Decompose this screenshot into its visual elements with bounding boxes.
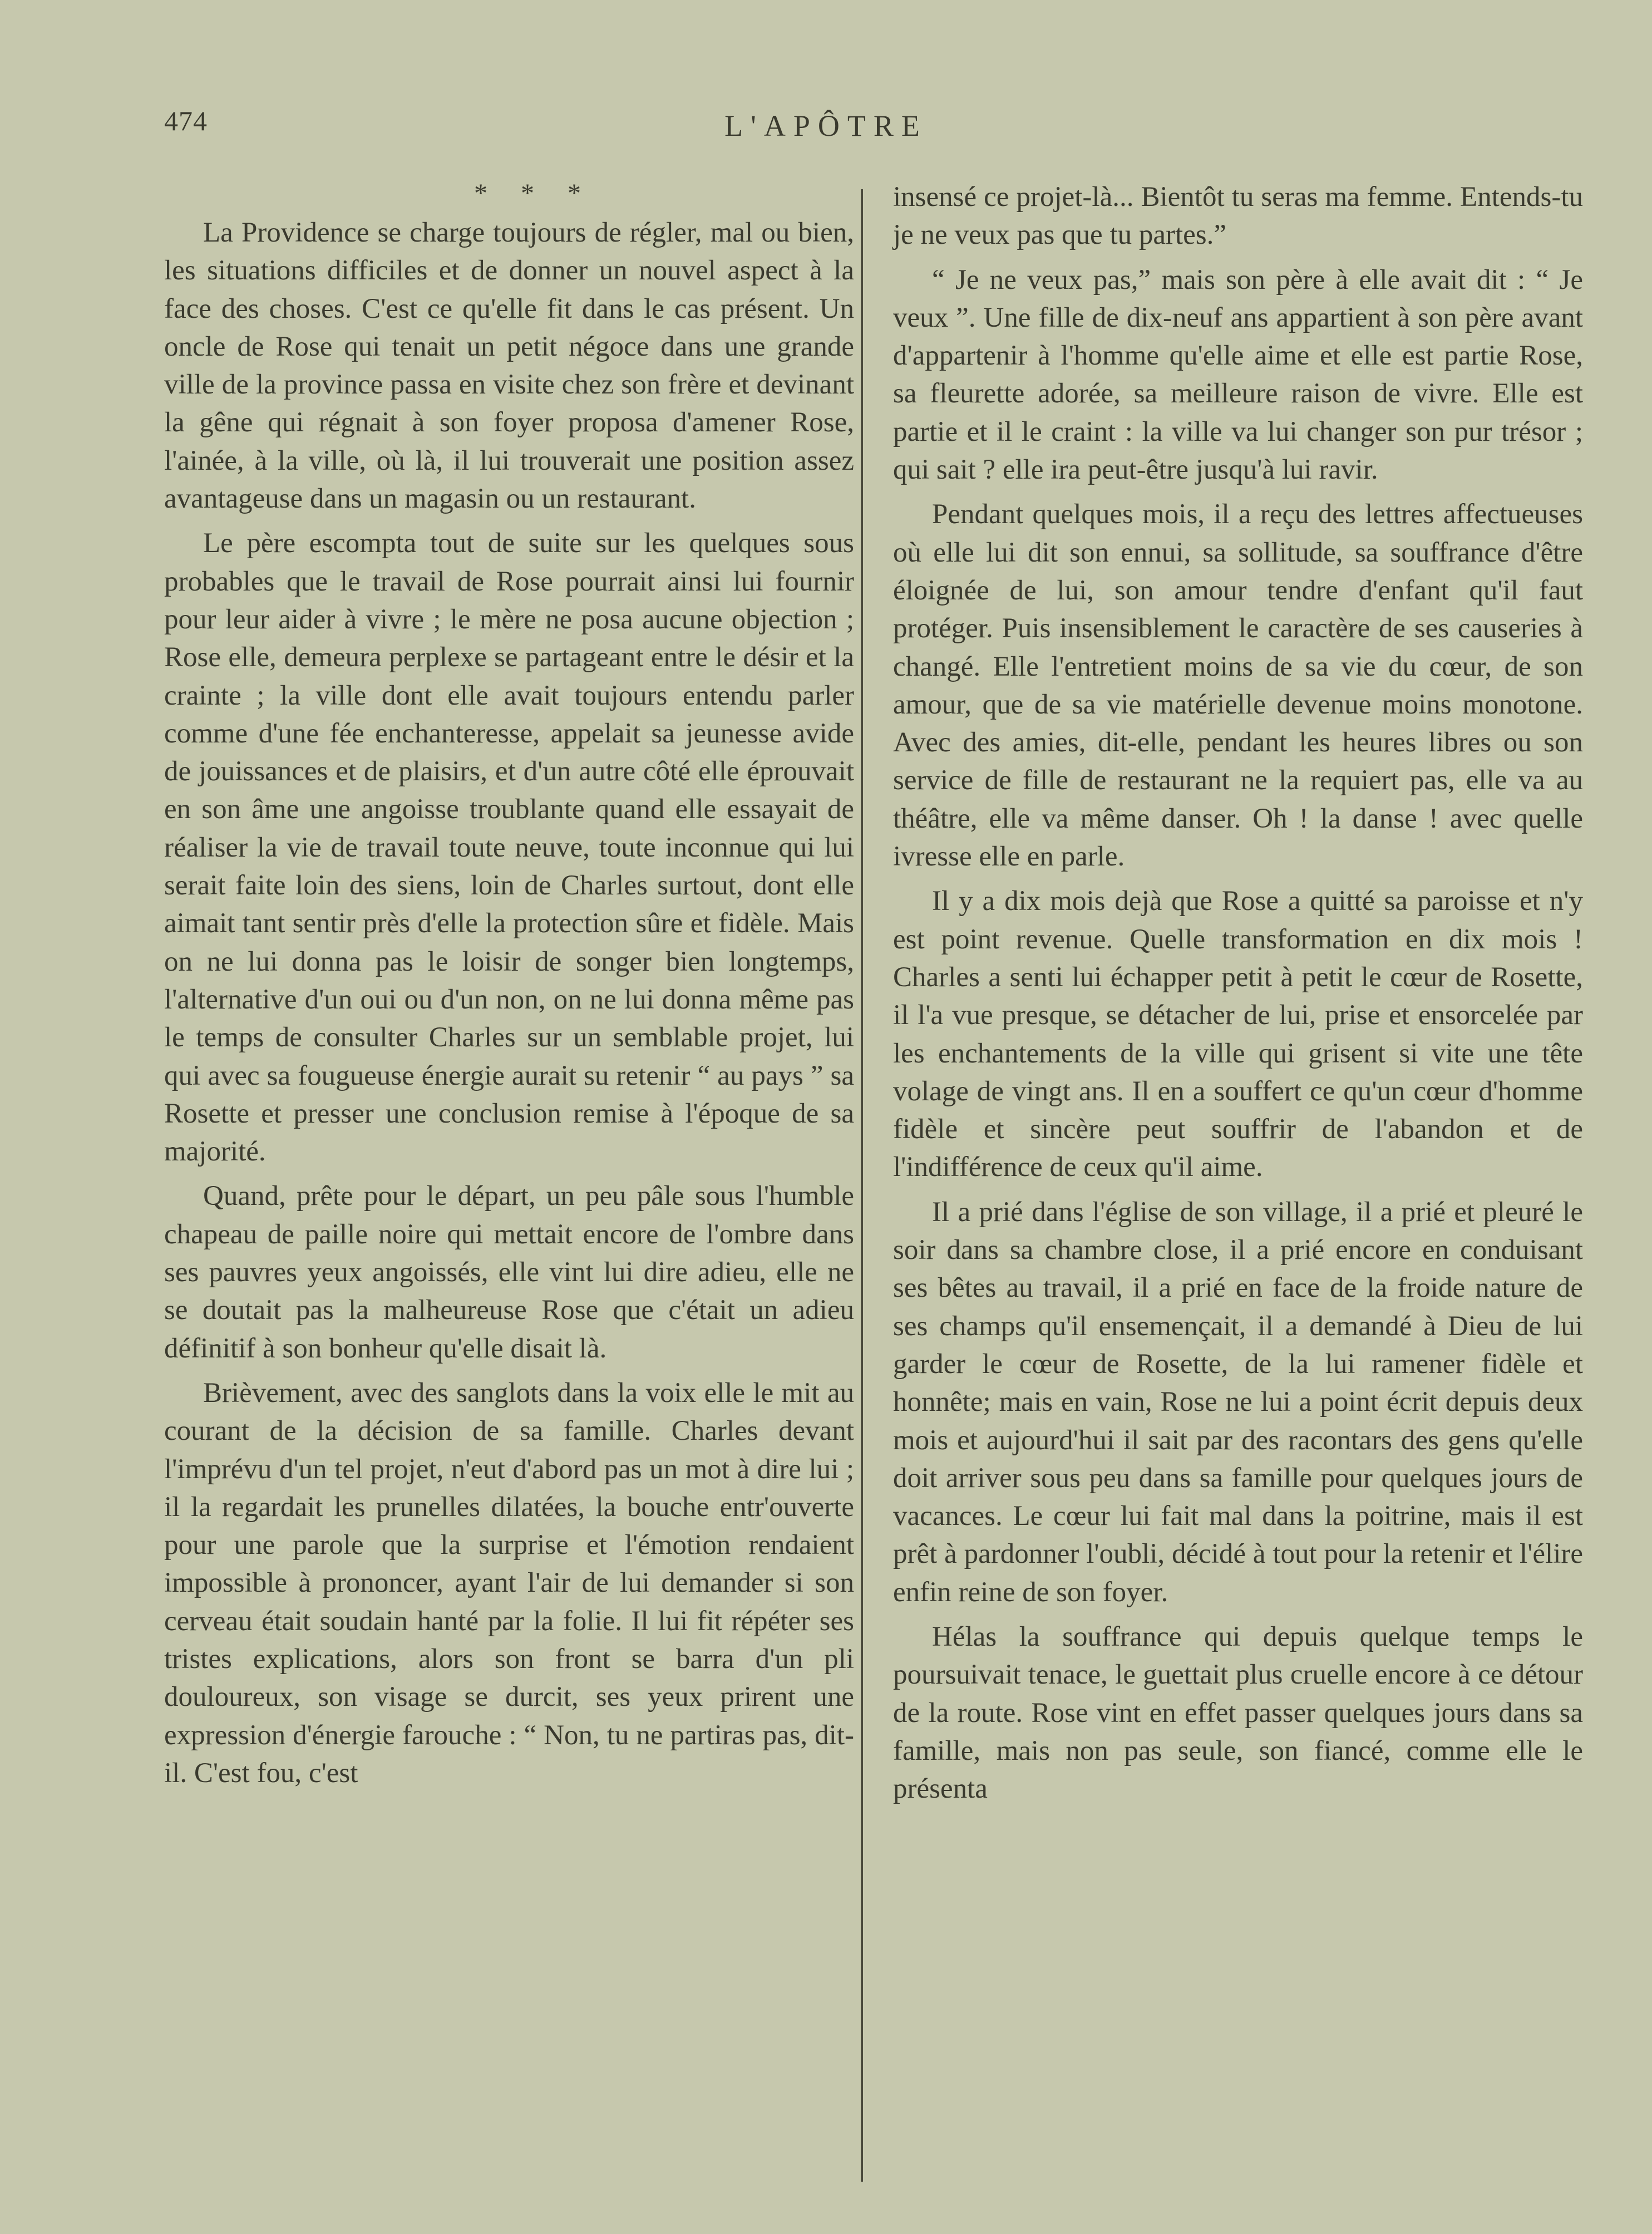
running-title: L'APÔTRE [724,109,928,142]
left-column [164,178,854,1799]
paragraph: Pendant quelques mois, il a reçu des lettres affectueuses où elle lui dit son ennui, sa sollitude, sa souffrance d'être éloignée de lui, son amour tendre d'enfant qu'il faut protéger. Puis insensiblement le caractère de ses causeries à changé. Elle l'entretient moins de sa vie du cœur, de son amour, que de sa vie matérielle devenue moins monotone. Avec des amies, dit-elle, pendant les heures libres ou son service de fille de restaurant ne la requiert pas, elle va au théâtre, elle va même danser. Oh ! la danse ! avec quelle ivresse elle en parle. [893,499,1583,873]
paragraph-continuation: insensé ce projet-là... Bientôt tu seras ma femme. Entends-tu je ne veux pas que tu partes.” [893,181,1583,251]
paragraph: Quand, prête pour le départ, un peu pâle sous l'humble chapeau de paille noire qui mettait encore de l'ombre dans ses pauvres yeux angoissés, elle vint lui dire adieu, elle ne se doutait pas la malheureuse Rose que c'était un adieu définitif à son bonheur qu'elle disait là. [164,1180,854,1364]
paragraph: Il y a dix mois dejà que Rose a quitté sa paroisse et n'y est point revenue. Quelle transformation en dix mois ! Charles a senti lui échapper petit à petit le cœur de Rosette, il l'a vue presque, se détacher de lui, prise et ensorcelée par les enchantements de la ville qui grisent si vite une tête volage de vingt ans. Il en a souffert ce qu'un cœur d'homme fidèle et sincère peut souffrir de l'abandon et de l'indifférence de ceux qu'il aime. [893,885,1583,1183]
paragraph: “ Je ne veux pas,” mais son père à elle avait dit : “ Je veux ”. Une fille de dix-neuf ans appartient à son père avant d'appartenir à l'homme qu'elle aime et elle est partie Rose, sa fleurette adorée, sa meilleure raison de vivre. Elle est partie et il le craint : la ville va lui changer son pur trésor ; qui sait ? elle ira peut-être jusqu'à lui ravir. [893,264,1583,486]
paragraph: Il a prié dans l'église de son village, il a prié et pleuré le soir dans sa chambre close, il a prié encore en conduisant ses bêtes au travail, il a prié en face de la froide nature de ses champs qu'il ensemençait, il a demandé à Dieu de lui garder le cœur de Rosette, de la lui ramener fidèle et honnête; mais en vain, Rose ne lui a point écrit depuis deux mois et aujourd'hui il sait par des racontars des gens qu'elle doit arriver sous peu dans sa famille pour quelques jours de vacances. Le cœur lui fait mal dans la poitrine, mais il est prêt à pardonner l'oubli, décidé à tout pour la retenir et l'élire enfin reine de son foyer. [893,1196,1583,1608]
right-column [893,178,1583,1814]
page-number: 474 [164,105,208,136]
paragraph: Brièvement, avec des sanglots dans la voix elle le mit au courant de la décision de sa famille. Charles devant l'imprévu d'un tel projet, n'eut d'abord pas un mot à dire lui ; il la regardait les prunelles dilatées, la bouche entr'ouverte pour une parole que la surprise et l'émotion rendaient impossible à prononcer, ayant l'air de lui demander si son cerveau était soudain hanté par la folie. Il lui fit répéter ses tristes explications, alors son front se barra d'un pli douloureux, son visage se durcit, ses yeux prirent une expression d'énergie farouche : “ Non, tu ne partiras pas, dit-il. C'est fou, c'est [164,1377,854,1789]
paragraph: Hélas la souffrance qui depuis quelque temps le poursuivait tenace, le guettait plus cruelle encore à ce détour de la route. Rose vint en effet passer quelques jours dans sa famille, mais non pas seule, son fiancé, comme elle le présenta [893,1621,1583,1805]
paragraph: La Providence se charge toujours de régler, mal ou bien, les situations difficiles et de donner un nouvel aspect à la face des choses. C'est ce qu'elle fit dans le cas présent. Un oncle de Rose qui tenait un petit négoce dans une grande ville de la province passa en visite chez son frère et devinant la gêne qui régnait à son foyer proposa d'amener Rose, l'ainée, à la ville, où là, il lui trouverait une position assez avantageuse dans un magasin ou un restaurant. [164,217,854,515]
column-divider [861,189,863,2182]
section-break-asterism: * * * [474,179,594,208]
paragraph: Le père escompta tout de suite sur les quelques sous probables que le travail de Rose pourrait ainsi lui fournir pour leur aider à vivre ; le mère ne posa aucune objection ; Rose elle, demeura perplexe se partageant entre le désir et la crainte ; la ville dont elle avait toujours entendu parler comme d'une fée enchanteresse, appelait sa jeunesse avide de jouissances et de plaisirs, et d'un autre côté elle éprouvait en son âme une angoisse troublante quand elle essayait de réaliser la vie de travail toute neuve, toute inconnue qui lui serait faite loin des siens, loin de Charles surtout, dont elle aimait tant sentir près d'elle la protection sûre et fidèle. Mais on ne lui donna pas le loisir de songer bien longtemps, l'alternative d'un oui ou d'un non, on ne lui donna même pas le temps de consulter Charles sur un semblable projet, lui qui avec sa fougueuse énergie aurait su retenir “ au pays ” sa Rosette et presser une conclusion remise à l'époque de sa majorité. [164,528,854,1168]
